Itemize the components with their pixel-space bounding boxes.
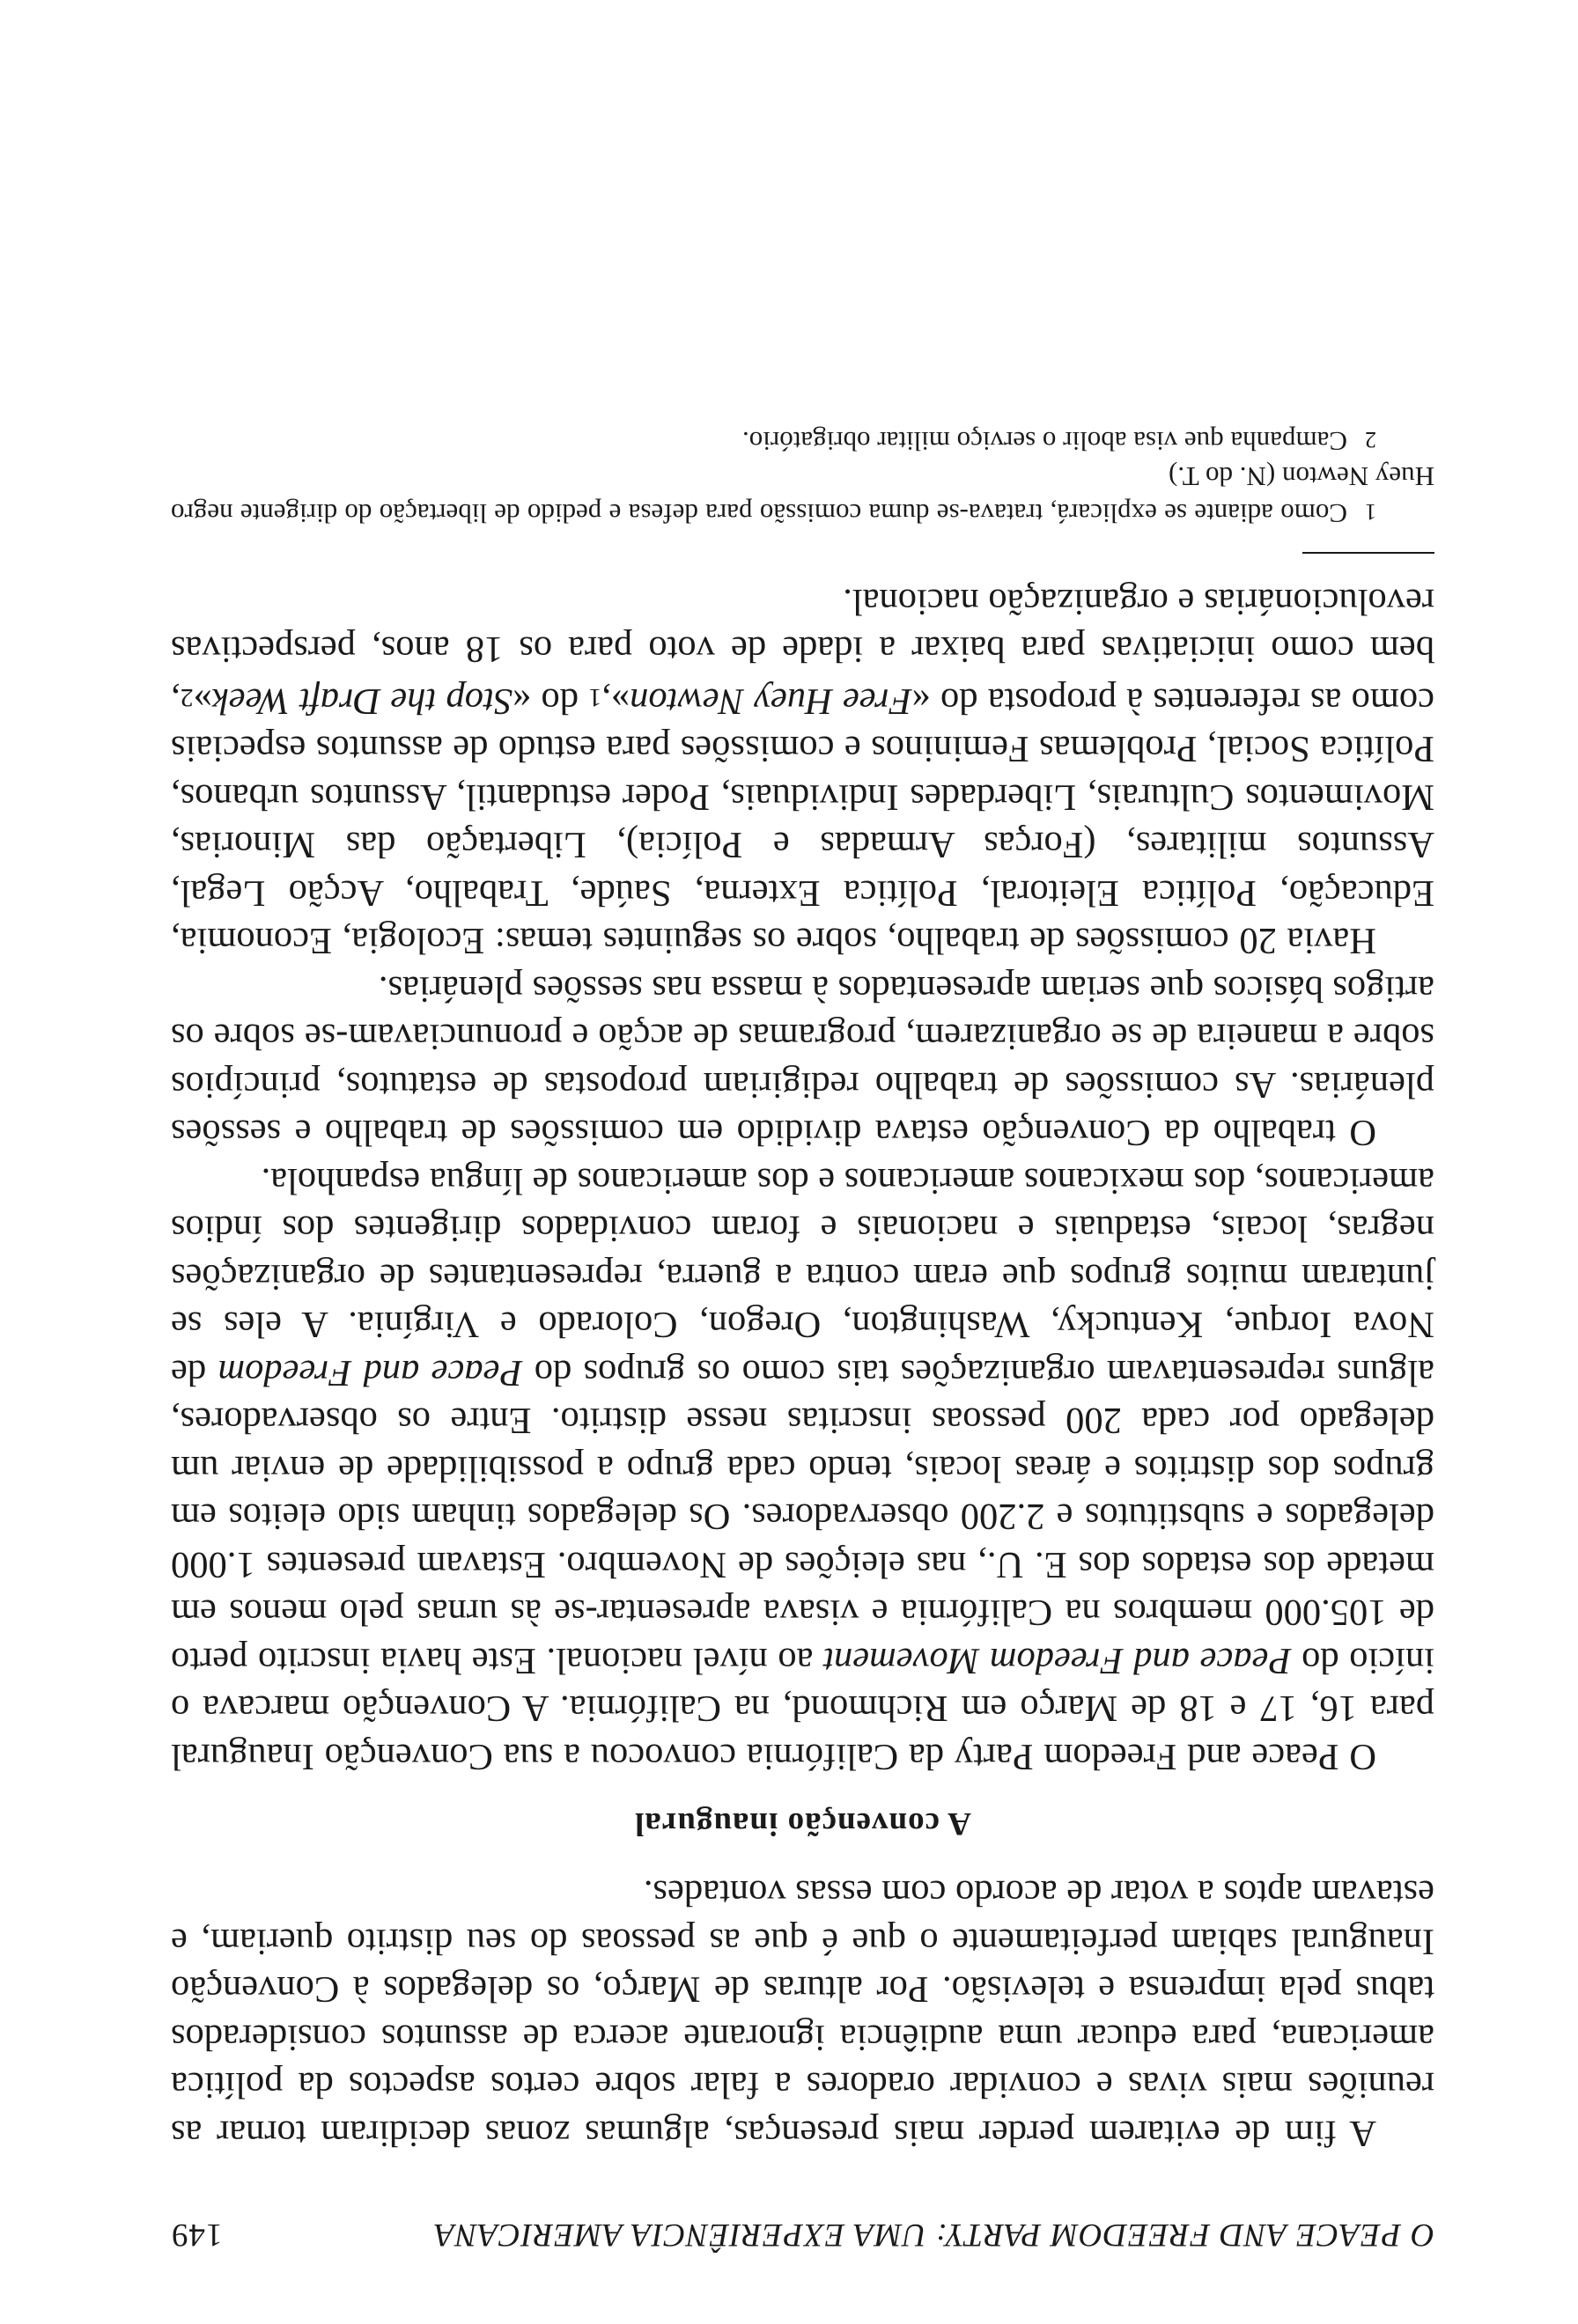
paragraph-4-part-a: Havia 20 comissões de trabalho, sobre os seguintes temas: Ecologia, Economia, Educação, Política Eleitoral, Política Externa, Saúde, Trabalho, Acção Legal, Assuntos militares, (Forças Armadas e Polícia), Libertação das Minorias, Movimentos Culturais, Liberdades Individuais, Poder estudantil, Assuntos urbanos, Política Social, Problemas Femininos e comissões para estudo de assuntos especiais como as referentes à proposta do « <box>171 680 1434 962</box>
running-head-title-prefix: O <box>1401 2217 1434 2253</box>
paragraph-4-italic-2: Stop the Draft Week <box>211 680 513 722</box>
running-head-title <box>433 2216 1434 2254</box>
footnote-1-mark: 1 <box>1365 499 1376 526</box>
footnote-2 <box>171 423 1434 460</box>
paragraph-2-part-a: O Peace and Freedom Party da Califórnia convocou a sua Convenção Inaugural para 16, 17 e 18 de Março em Richmond, na Califórnia. A Convenção marcava o início do <box>171 1640 1434 1777</box>
footnote-ref-1: 1 <box>588 683 602 712</box>
footnote-2-text: Campanha que visa abolir o serviço militar obrigatório. <box>742 426 1347 458</box>
paragraph-4-part-e: , bem como iniciativas para baixar a idade de voto para os 18 anos, perspectivas revolucionárias e organização nacional. <box>170 581 1434 722</box>
paragraph-4-part-d: » <box>193 680 212 722</box>
paragraph-4 <box>171 577 1434 965</box>
page-content <box>171 423 1434 2254</box>
page-number: 149 <box>171 2217 223 2253</box>
footnote-1-text: Como adiante se explicará, tratava-se duma comissão para defesa e pedido de libertação do dirigente negro Huey Newton (N. do T.) <box>171 461 1434 530</box>
paragraph-4-part-b: », <box>601 680 630 722</box>
paragraph-2-italic-1: Peace and Freedom Movement <box>823 1640 1292 1681</box>
paragraph-4-part-c: do « <box>512 680 589 722</box>
footnote-2-mark: 2 <box>1365 427 1376 453</box>
footnotes <box>171 423 1434 532</box>
paragraph-4-italic-1: Free Huey Newton <box>630 680 912 722</box>
running-head <box>171 2201 1434 2254</box>
paragraph-1: A fim de evitarem perder mais presenças, algumas zonas decidiram tornar as reuniões mais vivas e convidar oradores a falar sobre certos aspectos da política americana, para educar uma audiência ignorante acerca de assuntos considerados tabus pela imprensa e televisão. Por alturas de Março, os delegados à Convenção Inaugural sabiam perfeitamente o que é que as pessoas do seu distrito queriam, e estavam aptos a votar de acordo com essas vontades. <box>171 1872 1434 2154</box>
paragraph-2 <box>171 1157 1434 1781</box>
paragraph-2-part-c: de Nova Iorque, Kentucky, Washington, Oregon, Colorado e Virgínia. A eles se juntaram muitos grupos que eram contra a guerra, representantes de organizações negras, locais, estaduais e nacionais e foram convidados dirigentes dos índios americanos, dos mexicanos americanos e dos americanos de língua espanhola. <box>171 1160 1434 1394</box>
paragraph-3: O trabalho da Convenção estava dividido em comissões de trabalho e sessões plenárias. As comissões de trabalho redigiriam propostas de estatutos, princípios sobre a maneira de se organizarem, programas de acção e pronunciavam-se sobre os artigos básicos que seriam apresentados à massa nas sessões plenárias. <box>171 968 1434 1154</box>
paragraph-2-part-b: ao nível nacional. Este havia inscrito perto de 105.000 membros na Califórnia e visava apresentar-se às urnas pelo menos em metade dos estados dos E. U., nas eleições de Novembro. Estavam presentes 1.000 delegados e substitutos e 2.200 observadores. Os delegados tinham sido eleitos em grupos dos distritos e áreas locais, tendo cada grupo a possibilidade de enviar um delegado por cada 200 pessoas inscritas nesse distrito. Entre os observadores, alguns representavam organizações tais como os grupos do <box>171 1352 1434 1681</box>
paragraph-2-italic-2: Peace and Freedom <box>218 1352 523 1394</box>
section-heading: A convenção inaugural <box>634 1806 971 1842</box>
footnote-ref-2: 2 <box>180 683 194 712</box>
running-head-title-rest: PEACE AND FREEDOM PARTY: UMA EXPERIÊNCIA AMERICANA <box>433 2217 1402 2253</box>
footnote-divider <box>1302 553 1434 555</box>
footnote-1 <box>171 460 1434 532</box>
